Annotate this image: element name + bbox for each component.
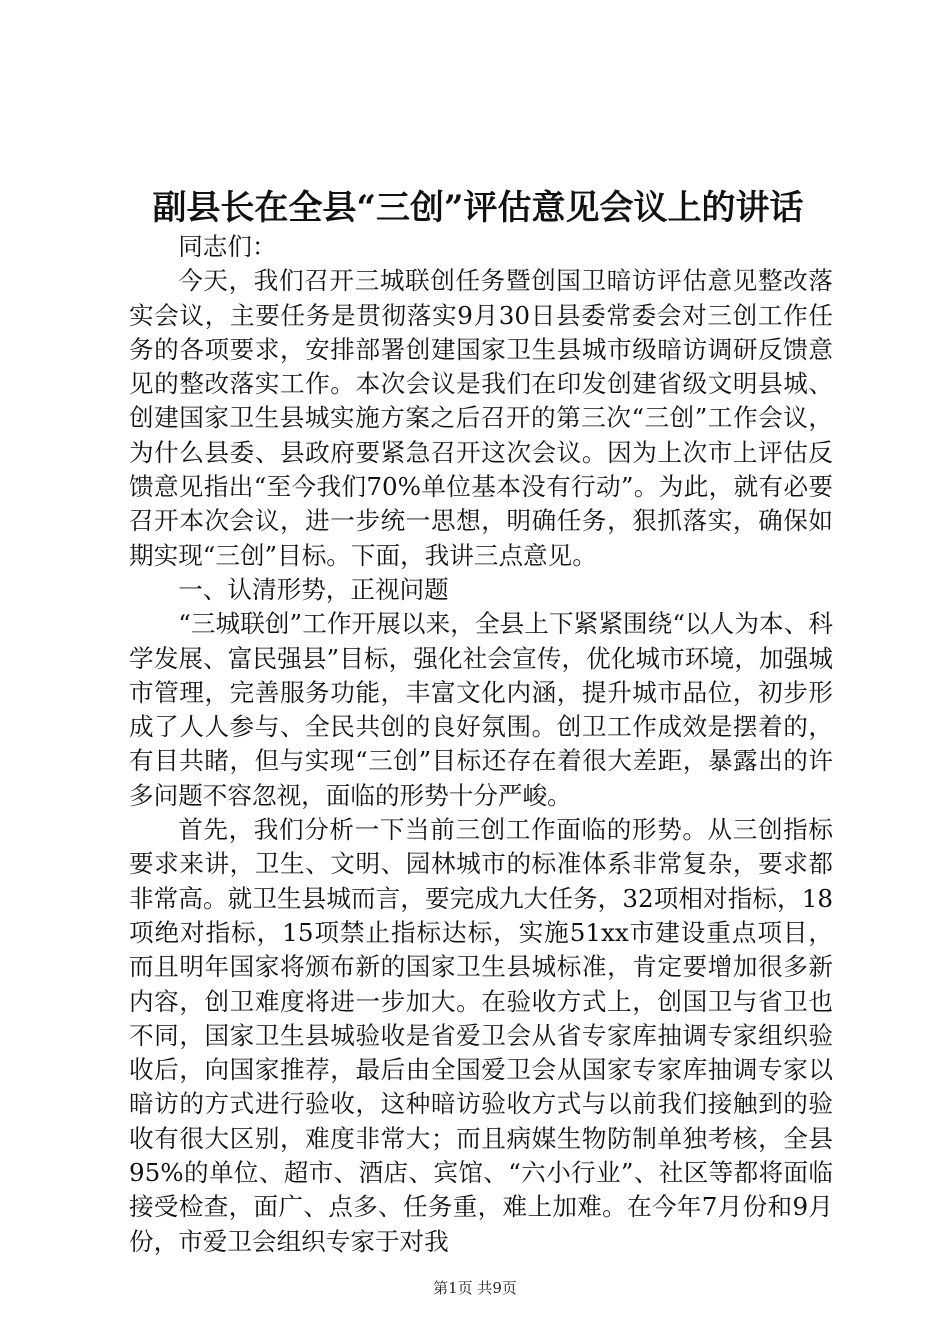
page-number-footer: 第1页 共9页 bbox=[433, 1279, 517, 1297]
document-body bbox=[129, 230, 833, 1259]
body-paragraph: “三城联创”工作开展以来，全县上下紧紧围绕“以人为本、科学发展、富民强县”目标，强化社会宣传，优化城市环境，加强城市管理，完善服务功能，丰富文化内涵，提升城市品位，初步形成了人人参与、全民共创的良好氛围。创卫工作成效是摆着的，有目共睹，但与实现“三创”目标还存在着很大差距，暴露出的许多问题不容忽视，面临的形势十分严峻。 bbox=[129, 609, 833, 810]
body-paragraph: 今天，我们召开三城联创任务暨创国卫暗访评估意见整改落实会议，主要任务是贯彻落实9月30日县委常委会对三创工作任务的各项要求，安排部署创建国家卫生县城市级暗访调研反馈意见的整改落实工作。本次会议是我们在印发创建省级文明县城、创建国家卫生县城实施方案之后召开的第三次“三创”工作会议，为什么县委、县政府要紧急召开这次会议。因为上次市上评估反馈意见指出“至今我们70%单位基本没有行动”。为此，就有必要召开本次会议，进一步统一思想，明确任务，狠抓落实，确保如期实现“三创”目标。下面，我讲三点意见。 bbox=[129, 266, 833, 570]
body-paragraph: 首先，我们分析一下当前三创工作面临的形势。从三创指标要求来讲，卫生、文明、园林城市的标准体系非常复杂，要求都非常高。就卫生县城而言，要完成九大任务，32项相对指标，18项绝对指标，15项禁止指标达标，实施51xx市建设重点项目，而且明年国家将颁布新的国家卫生县城标准，肯定要增加很多新内容，创卫难度将进一步加大。在验收方式上，创国卫与省卫也不同，国家卫生县城验收是省爱卫会从省专家库抽调专家组织验收后，向国家推荐，最后由全国爱卫会从国家专家库抽调专家以暗访的方式进行验收，这种暗访验收方式与以前我们接触到的验收有很大区别，难度非常大；而且病媒生物防制单独考核，全县95%的单位、超市、酒店、宾馆、“六小行业”、社区等都将面临接受检查，面广、点多、任务重，难上加难。在今年7月份和9月份，市爱卫会组织专家于对我 bbox=[129, 815, 833, 1256]
document-title: 副县长在全县“三创”评估意见会议上的讲话 bbox=[152, 188, 804, 228]
salutation-paragraph: 同志们： bbox=[178, 232, 277, 261]
section-heading: 一、认清形势，正视问题 bbox=[178, 574, 449, 604]
